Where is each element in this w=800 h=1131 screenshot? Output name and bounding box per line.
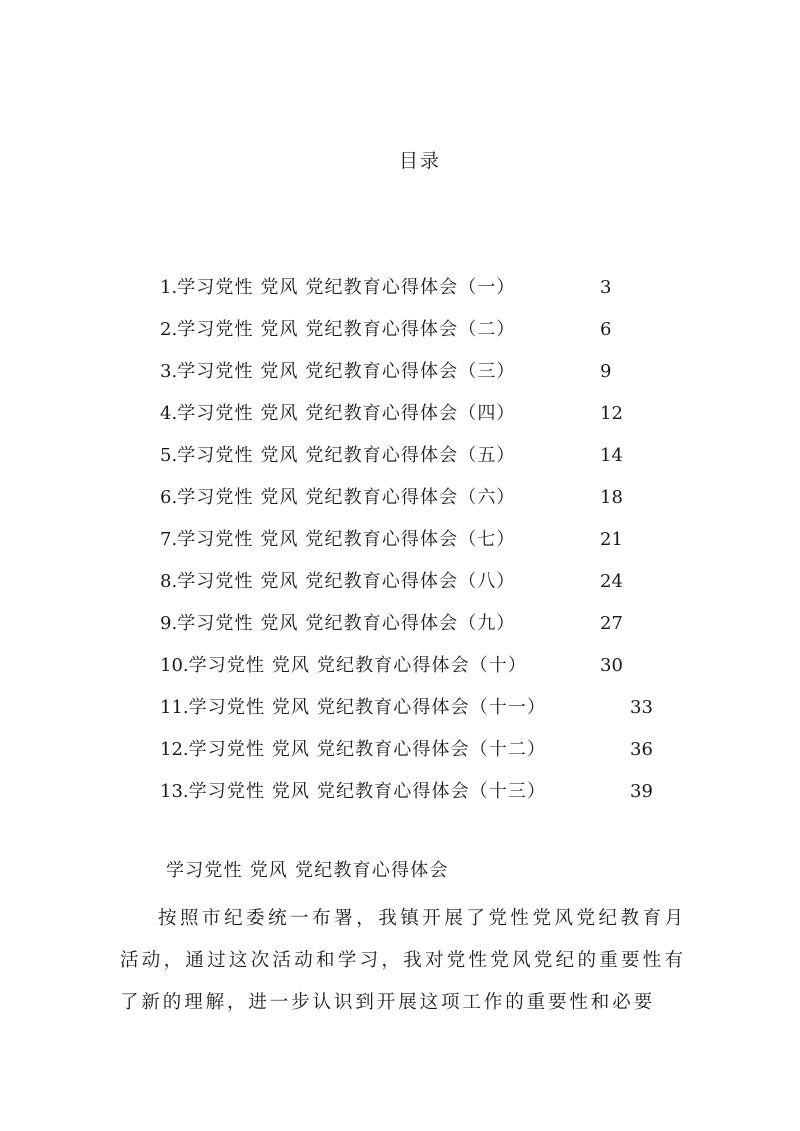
toc-entry-page: 9 [600,361,612,382]
section-heading: 学习党性 党风 党纪教育心得体会 [166,860,449,881]
toc-title: 目录 [398,150,441,172]
toc-entry-text: 学习党性 党风 党纪教育心得体会（十） [188,655,527,676]
toc-entry-text: 学习党性 党风 党纪教育心得体会（十二） [188,739,547,760]
toc-entry[interactable] [160,522,623,558]
toc-entry-number: 6. [160,487,178,508]
toc-entry-number: 9. [160,613,178,634]
toc-entry[interactable] [160,648,623,684]
toc-entry[interactable] [160,690,653,726]
toc-entry[interactable] [160,606,623,642]
toc-entry-page: 12 [600,403,623,424]
toc-entry[interactable] [160,438,623,474]
toc-entry-page: 14 [600,445,623,466]
toc-entry-number: 12. [160,739,189,760]
toc-entry-number: 11. [160,697,189,718]
toc-entry-page: 27 [600,613,623,634]
toc-entry-text: 学习党性 党风 党纪教育心得体会（四） [177,403,516,424]
toc-entry-text: 学习党性 党风 党纪教育心得体会（十一） [188,697,547,718]
toc-entry[interactable] [160,312,612,348]
toc-entry-number: 10. [160,655,189,676]
toc-entry-page: 30 [600,655,623,676]
toc-entry-number: 3. [160,361,178,382]
toc-entry[interactable] [160,480,623,516]
toc-entry-number: 2. [160,319,178,340]
toc-entry-text: 学习党性 党风 党纪教育心得体会（一） [177,277,516,298]
toc-entry-number: 5. [160,445,178,466]
toc-entry-number: 4. [160,403,178,424]
toc-entry-text: 学习党性 党风 党纪教育心得体会（二） [177,319,516,340]
toc-entry-text: 学习党性 党风 党纪教育心得体会（七） [177,529,516,550]
toc-entry-number: 1. [160,277,178,298]
toc-entry-text: 学习党性 党风 党纪教育心得体会（三） [177,361,516,382]
toc-entry-page: 36 [630,739,653,760]
body-paragraph: 按照市纪委统一布署，我镇开展了党性党风党纪教育月活动，通过这次活动和学习，我对党性党风党纪的重要性有了新的理解，进一步认识到开展这项工作的重要性和必要 [120,908,686,1013]
toc-entry-text: 学习党性 党风 党纪教育心得体会（十三） [188,781,547,802]
toc-entry-number: 8. [160,571,178,592]
toc-entry[interactable] [160,732,653,768]
toc-entry[interactable] [160,564,623,600]
toc-entry-page: 21 [600,529,623,550]
toc-entry[interactable] [160,774,653,810]
toc-entry-page: 24 [600,571,623,592]
toc-entry-page: 6 [600,319,612,340]
toc-entry-page: 33 [630,697,653,718]
toc-entry[interactable] [160,270,612,306]
toc-entry-text: 学习党性 党风 党纪教育心得体会（八） [177,571,516,592]
toc-entry-number: 13. [160,781,189,802]
toc-entry-text: 学习党性 党风 党纪教育心得体会（五） [177,445,516,466]
toc-entry-text: 学习党性 党风 党纪教育心得体会（九） [177,613,516,634]
toc-entry-page: 18 [600,487,623,508]
toc-entry-text: 学习党性 党风 党纪教育心得体会（六） [177,487,516,508]
toc-entry-page: 3 [600,277,612,298]
toc-entry-number: 7. [160,529,178,550]
toc-entry-page: 39 [630,781,653,802]
toc-entry[interactable] [160,396,623,432]
toc-entry[interactable] [160,354,612,390]
